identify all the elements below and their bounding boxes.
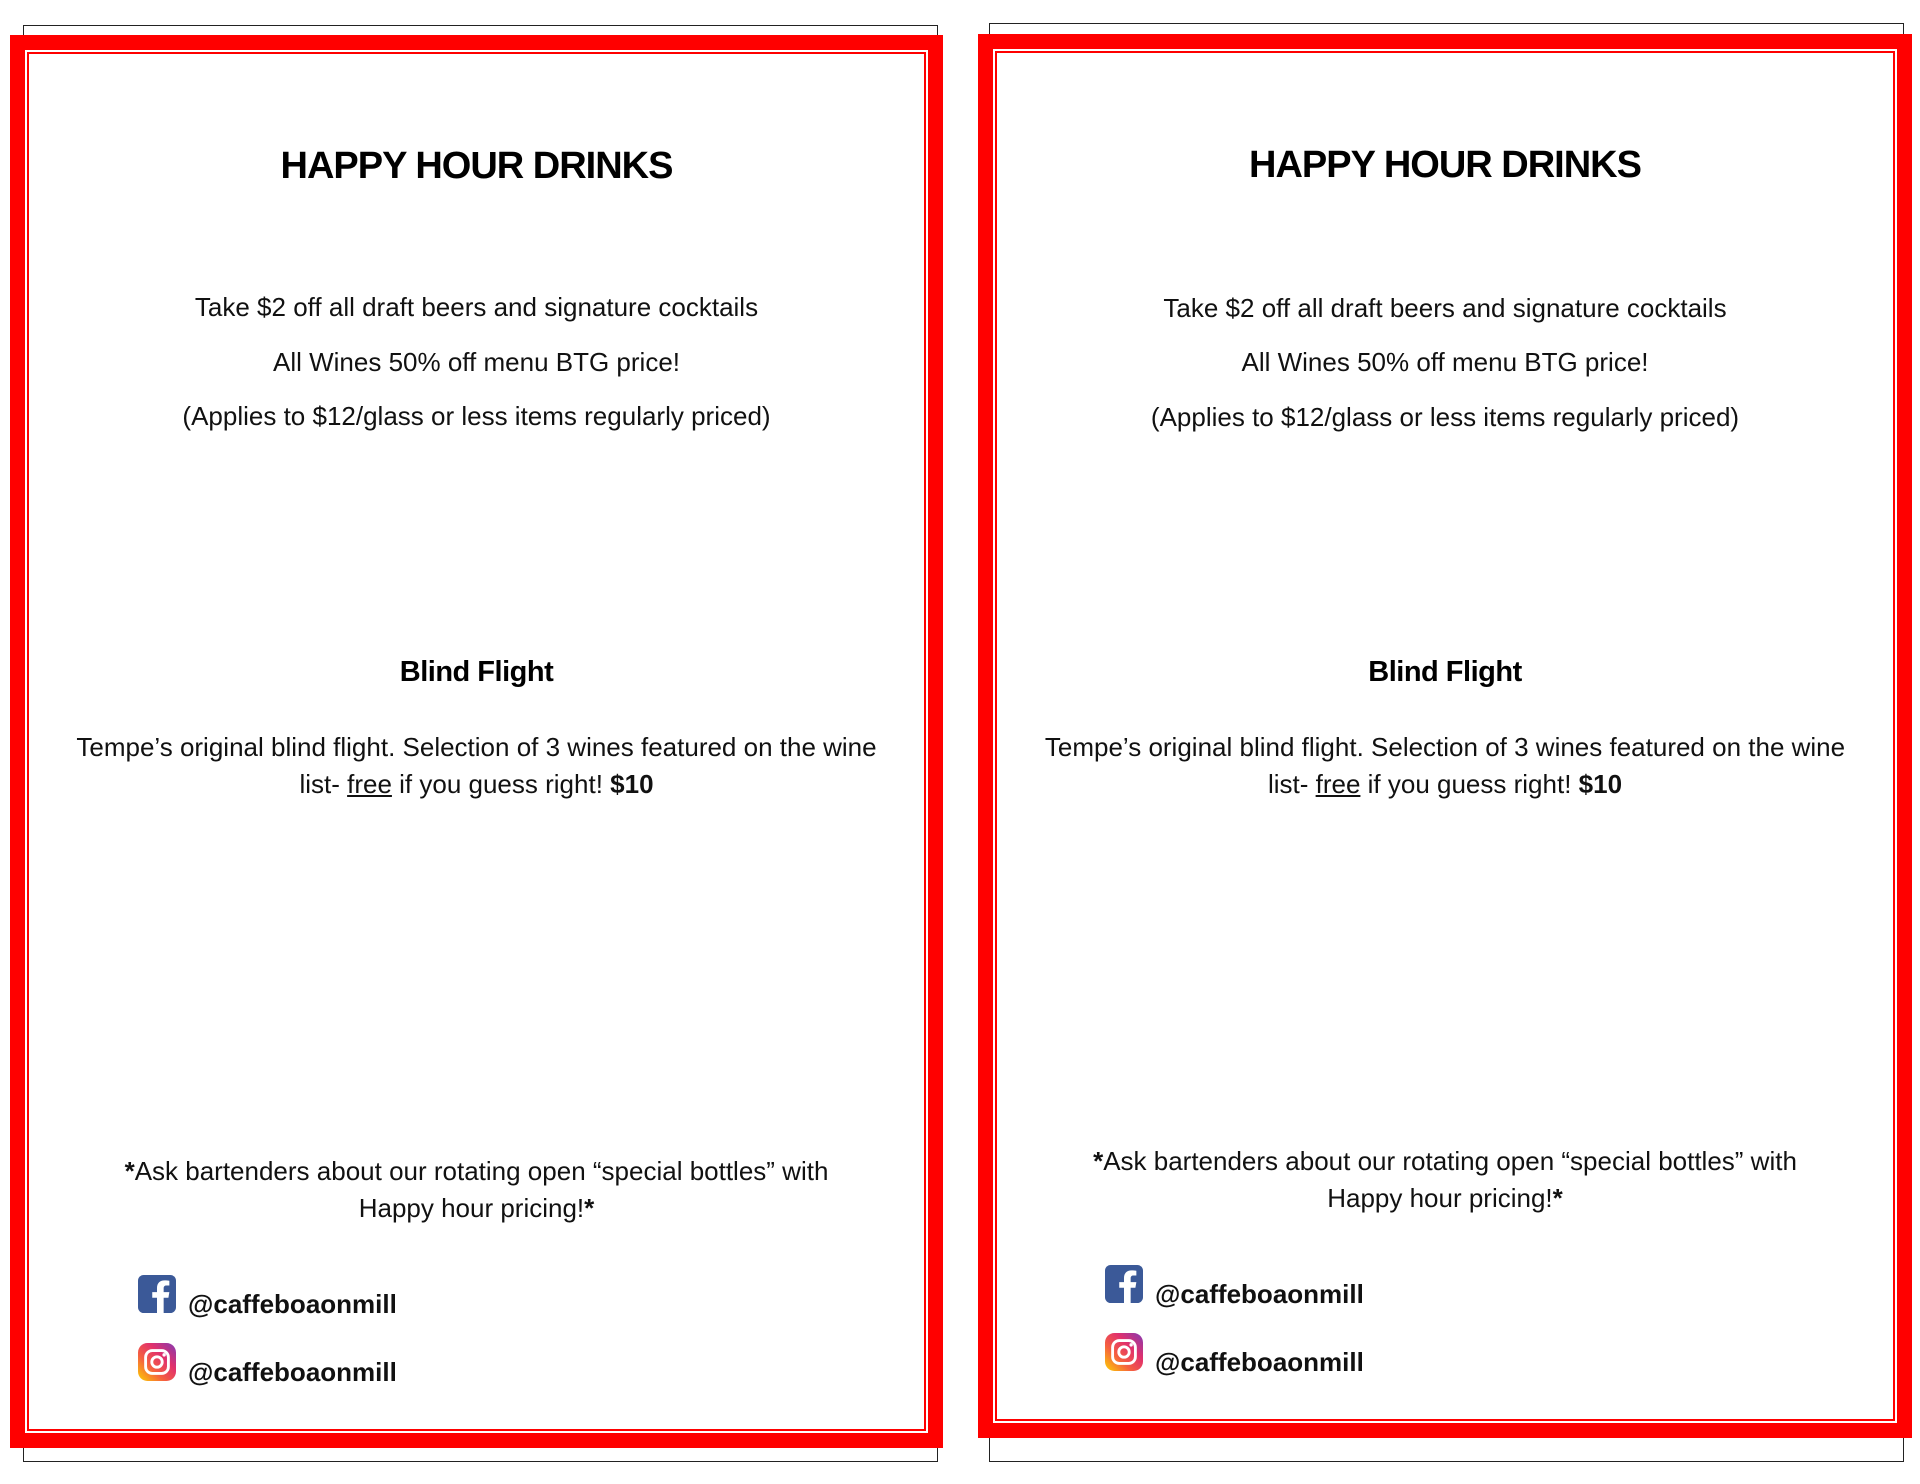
promo-line: (Applies to $12/glass or less items regularly priced): [182, 401, 771, 431]
flight-desc-text: if you guess right!: [391, 769, 611, 799]
facebook-handle: @caffeboaonmill: [188, 1288, 397, 1319]
menu-title: HAPPY HOUR DRINKS: [280, 145, 673, 187]
flight-free-text: free: [347, 769, 392, 799]
facebook-link[interactable]: [1105, 1265, 1364, 1309]
blind-flight-title: Blind Flight: [1368, 656, 1522, 688]
note-text: Ask bartenders about our rotating open “special bottles” with Happy hour pricing!: [1103, 1146, 1797, 1213]
instagram-icon: [138, 1343, 176, 1381]
instagram-link[interactable]: [138, 1343, 397, 1387]
flight-price: $10: [1578, 769, 1623, 799]
blind-flight-description: [65, 729, 888, 803]
facebook-link[interactable]: [138, 1275, 397, 1319]
flight-free-text: free: [1315, 769, 1361, 799]
special-bottles-note: [1063, 1143, 1827, 1217]
facebook-icon: [1105, 1265, 1143, 1303]
menu-card-left: [10, 35, 943, 1448]
flight-desc-text: Tempe’s original blind flight. Selection of 3 wines featured on the wine list-: [76, 732, 877, 799]
asterisk: *: [1552, 1183, 1563, 1213]
asterisk: *: [124, 1156, 135, 1186]
instagram-link[interactable]: [1105, 1333, 1364, 1377]
promo-line: Take $2 off all draft beers and signature cocktails: [194, 292, 759, 322]
promo-line: Take $2 off all draft beers and signature cocktails: [1163, 293, 1727, 323]
instagram-icon: [1105, 1333, 1143, 1371]
promo-line: All Wines 50% off menu BTG price!: [272, 347, 680, 377]
promo-line: All Wines 50% off menu BTG price!: [1241, 347, 1649, 377]
promo-line: (Applies to $12/glass or less items regularly priced): [1150, 402, 1740, 432]
facebook-icon: [138, 1275, 176, 1313]
special-bottles-note: [95, 1153, 858, 1227]
flight-desc-text: Tempe’s original blind flight. Selection of 3 wines featured on the wine list-: [1044, 732, 1846, 799]
blind-flight-title: Blind Flight: [399, 656, 554, 688]
note-text: Ask bartenders about our rotating open “special bottles” with Happy hour pricing!: [134, 1156, 829, 1223]
asterisk: *: [1093, 1146, 1104, 1176]
facebook-handle: @caffeboaonmill: [1155, 1278, 1364, 1309]
menu-card-right: [978, 34, 1912, 1438]
flight-price: $10: [610, 769, 654, 799]
instagram-handle: @caffeboaonmill: [188, 1356, 397, 1387]
flight-desc-text: if you guess right!: [1360, 769, 1579, 799]
menu-title: HAPPY HOUR DRINKS: [1249, 144, 1641, 186]
asterisk: *: [584, 1193, 595, 1223]
instagram-handle: @caffeboaonmill: [1155, 1346, 1364, 1377]
blind-flight-description: [1033, 729, 1857, 803]
